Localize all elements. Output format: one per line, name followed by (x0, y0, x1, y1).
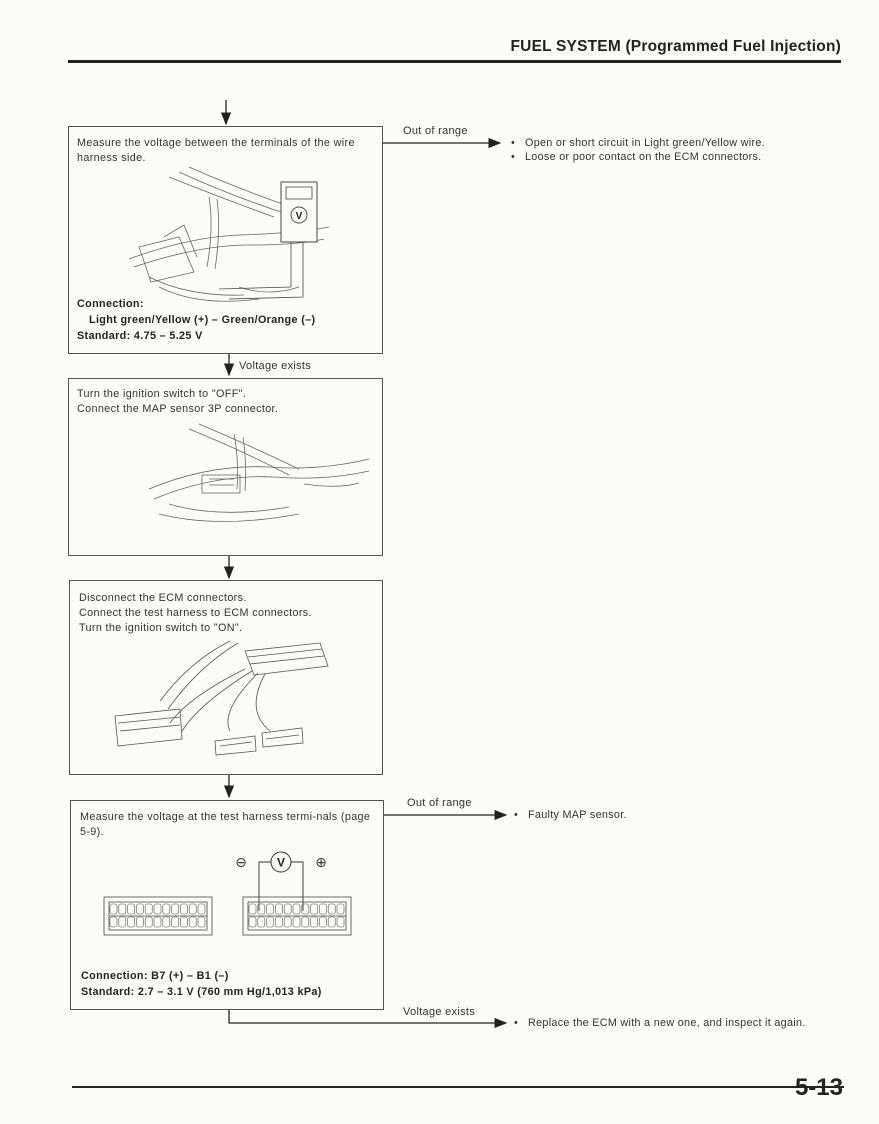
connector-pin (154, 917, 161, 927)
connector-pin (189, 917, 196, 927)
step3-illustration (70, 581, 384, 776)
step1-instruction: Measure the voltage between the terminals of the wire harness side. (77, 137, 355, 164)
meter-symbol: V (276, 855, 286, 870)
connector-pin (284, 917, 291, 927)
connector-pin (145, 917, 152, 927)
connector-pin (136, 904, 143, 914)
connector-pin (128, 917, 135, 927)
step3-box (69, 580, 383, 775)
connector-pin (128, 904, 135, 914)
minus-symbol: ⊖ (235, 855, 247, 871)
flow2-label: Voltage exists (403, 1006, 476, 1018)
connector-pin (198, 917, 205, 927)
step1-standard: Standard: 4.75 – 5.25 V (77, 330, 203, 342)
connector-pin (337, 904, 344, 914)
connector-pin (136, 917, 143, 927)
connector-pin (302, 917, 309, 927)
step1-connection-label: Connection: (77, 298, 144, 310)
connector-pin (328, 904, 335, 914)
step4-standard: Standard: 2.7 – 3.1 V (760 mm Hg/1,013 kPa) (81, 986, 322, 998)
connector-pin (293, 904, 300, 914)
connector-pin (293, 917, 300, 927)
connector-pin (258, 917, 265, 927)
step3-line-1: Disconnect the ECM connectors. (79, 592, 247, 604)
connector-pin (284, 904, 291, 914)
connector-pin (110, 904, 117, 914)
connector-pin (311, 917, 318, 927)
step2-box (68, 378, 383, 556)
connector-pin (110, 917, 117, 927)
connector-pin (319, 904, 326, 914)
step1-connection-value: Light green/Yellow (+) – Green/Orange (–) (89, 314, 316, 326)
step4-instruction: Measure the voltage at the test harness termi-nals (page 5-9). (80, 811, 371, 838)
connector-pin (172, 917, 179, 927)
branch1-label: Out of range (403, 125, 468, 137)
page-header-title: FUEL SYSTEM (Programmed Fuel Injection) (510, 38, 841, 55)
connector-pin (328, 917, 335, 927)
step4-box (70, 800, 384, 1010)
page-number: 5-13 (794, 1074, 843, 1101)
branch1-bullets (511, 137, 841, 164)
step4-connection: Connection: B7 (+) – B1 (–) (81, 970, 229, 982)
connector-pin (249, 917, 256, 927)
step3-line-2: Connect the test harness to ECM connectors. (79, 607, 312, 619)
connector-pin (145, 904, 152, 914)
connector-pin (180, 904, 187, 914)
flow1-label: Voltage exists (239, 360, 312, 372)
connector-pin (275, 904, 282, 914)
connector-pin (119, 917, 126, 927)
flow2-bullet: • Replace the ECM with a new one, and inspect it again. (514, 1017, 806, 1029)
connector-pin (319, 917, 326, 927)
step2-illustration (69, 379, 384, 557)
branch2-bullets (514, 809, 834, 823)
branch1-bullet: • Open or short circuit in Light green/Yellow wire. (511, 137, 765, 149)
step2-line-1: Turn the ignition switch to "OFF". (77, 388, 247, 400)
footer-rule (72, 1086, 844, 1088)
connector-pin (180, 917, 187, 927)
connector-pin (198, 904, 205, 914)
flow2-bullets (514, 1017, 830, 1031)
connector-pin (337, 917, 344, 927)
connector-pin (119, 904, 126, 914)
connector-pin (163, 917, 170, 927)
connector-pin (249, 904, 256, 914)
multimeter-symbol: V (295, 211, 303, 222)
connector-pin (154, 904, 161, 914)
step1-box (68, 126, 383, 354)
step3-line-3: Turn the ignition switch to "ON". (79, 622, 243, 634)
branch2-bullet: • Faulty MAP sensor. (514, 809, 627, 821)
plus-symbol: ⊕ (315, 855, 327, 871)
connector-pin (189, 904, 196, 914)
connector-pin (163, 904, 170, 914)
connector-pin (311, 904, 318, 914)
branch1-bullet: • Loose or poor contact on the ECM connectors. (511, 150, 762, 163)
connector-pin (275, 917, 282, 927)
branch2-label: Out of range (407, 797, 472, 809)
left-ecm-connector (104, 897, 212, 935)
connector-pin (172, 904, 179, 914)
step2-line-2: Connect the MAP sensor 3P connector. (77, 403, 279, 415)
connector-pin (267, 904, 274, 914)
connector-pin (267, 917, 274, 927)
